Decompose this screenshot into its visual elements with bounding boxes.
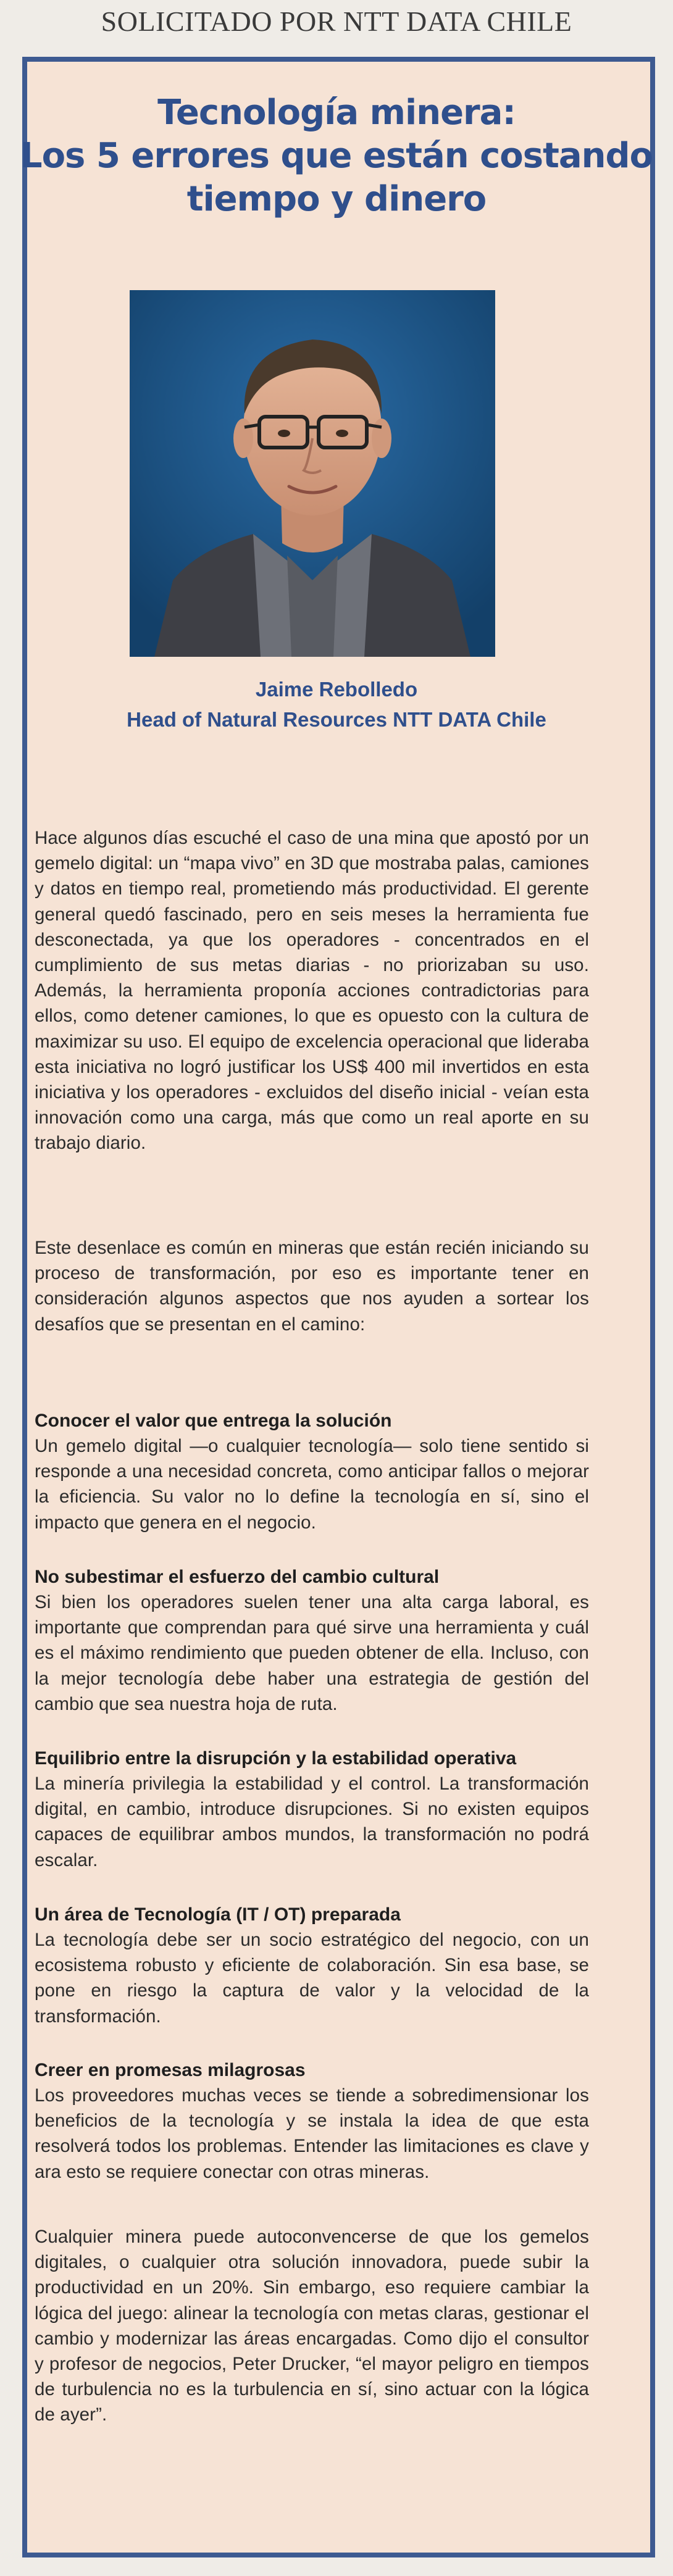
author-photo [130,290,495,657]
article-title [0,91,673,221]
section-heading: No subestimar el esfuerzo del cambio cultural [35,1567,440,1587]
section-heading: Conocer el valor que entrega la solución [35,1411,392,1431]
section-paragraph: La tecnología debe ser un socio estratégico del negocio, con un ecosistema robusto y eficiente de colaboración. Sin esa base, se pone en riesgo la captura de valor y la velocidad de la transformación. [35,1930,589,2027]
section-paragraph: La minería privilegia la estabilidad y el control. La transformación digital, en cambio, introduce disrupciones. Si no existen equipos capaces de equilibrar ambos mundos, la transformación no podrá escalar. [35,1774,589,1870]
intro-paragraph: Este desenlace es común en mineras que están recién iniciando su proceso de transformación, por eso es importante tener en consideración algunos aspectos que nos ayuden a sortear los desafíos que se presentan en el camino: [35,1238,589,1335]
intro-paragraph: Hace algunos días escuché el caso de una mina que apostó por un gemelo digital: un “mapa vivo” en 3D que mostraba palas, camiones y datos en tiempo real, prometiendo más productividad. El gerente general quedó fascinado, pero en seis meses la herramienta fue desconectada, ya que los operadores - concentrados en el cumplimiento de sus metas diarias - no priorizaban su uso. Además, la herramienta proponía acciones contradictorias para ellos, como detener camiones, lo que es opuesto con la cultura de maximizar su uso. El equipo de excelencia operacional que lideraba esta iniciativa no logró justificar los US$ 400 mil invertidos en esta iniciativa y los operadores - excluidos del diseño inicial - veían esta innovación como una carga, más que como un real aporte en su trabajo diario. [35,828,589,1154]
sponsor-label: SOLICITADO POR NTT DATA CHILE [101,6,572,37]
section-heading: Un área de Tecnología (IT / OT) preparada [35,1904,401,1925]
author-role: Head of Natural Resources NTT DATA Chile [127,708,546,731]
title-line-3: tiempo y dinero [186,179,487,219]
title-line-2: Los 5 errores que están costando [20,136,653,176]
author-byline [0,674,673,735]
author-portrait-image [130,290,495,657]
section-paragraph: Un gemelo digital —o cualquier tecnología— solo tiene sentido si responde a una necesidad concreta, como anticipar fallos o mejorar la eficiencia. Su valor no lo define la tecnología en sí, sino el impacto que genera en el negocio. [35,1436,589,1533]
author-name: Jaime Rebolledo [255,678,418,701]
section-paragraph: Los proveedores muchas veces se tiende a sobredimensionar los beneficios de la tecnología y se instala la idea de que esta resolverá todos los problemas. Entender las limitaciones es clave y ara esto se requiere conectar con otras mineras. [35,2085,589,2182]
section-paragraph: Si bien los operadores suelen tener una alta carga laboral, es importante que comprendan para qué sirve una herramienta y cuál es el máximo rendimiento que pueden obtener de ella. Incluso, con la mejor tecnología debe haber una estrategia de gestión del cambio que sea nuestra hoja de ruta. [35,1592,589,1714]
title-line-1: Tecnología minera: [157,93,516,133]
section-heading: Equilibrio entre la disrupción y la estabilidad operativa [35,1748,517,1769]
closing-paragraph: Cualquier minera puede autoconvencerse de que los gemelos digitales, o cualquier otra solución innovadora, puede subir la productividad en un 20%. Sin embargo, eso requiere cambiar la lógica del juego: alinear la tecnología con metas claras, gestionar el cambio y modernizar las áreas encargadas. Como dijo el consultor y profesor de negocios, Peter Drucker, “el mayor peligro en tiempos de turbulencia no es la turbulencia en sí, sino actuar con la lógica de ayer”. [35,2227,589,2425]
section-heading: Creer en promesas milagrosas [35,2060,306,2080]
